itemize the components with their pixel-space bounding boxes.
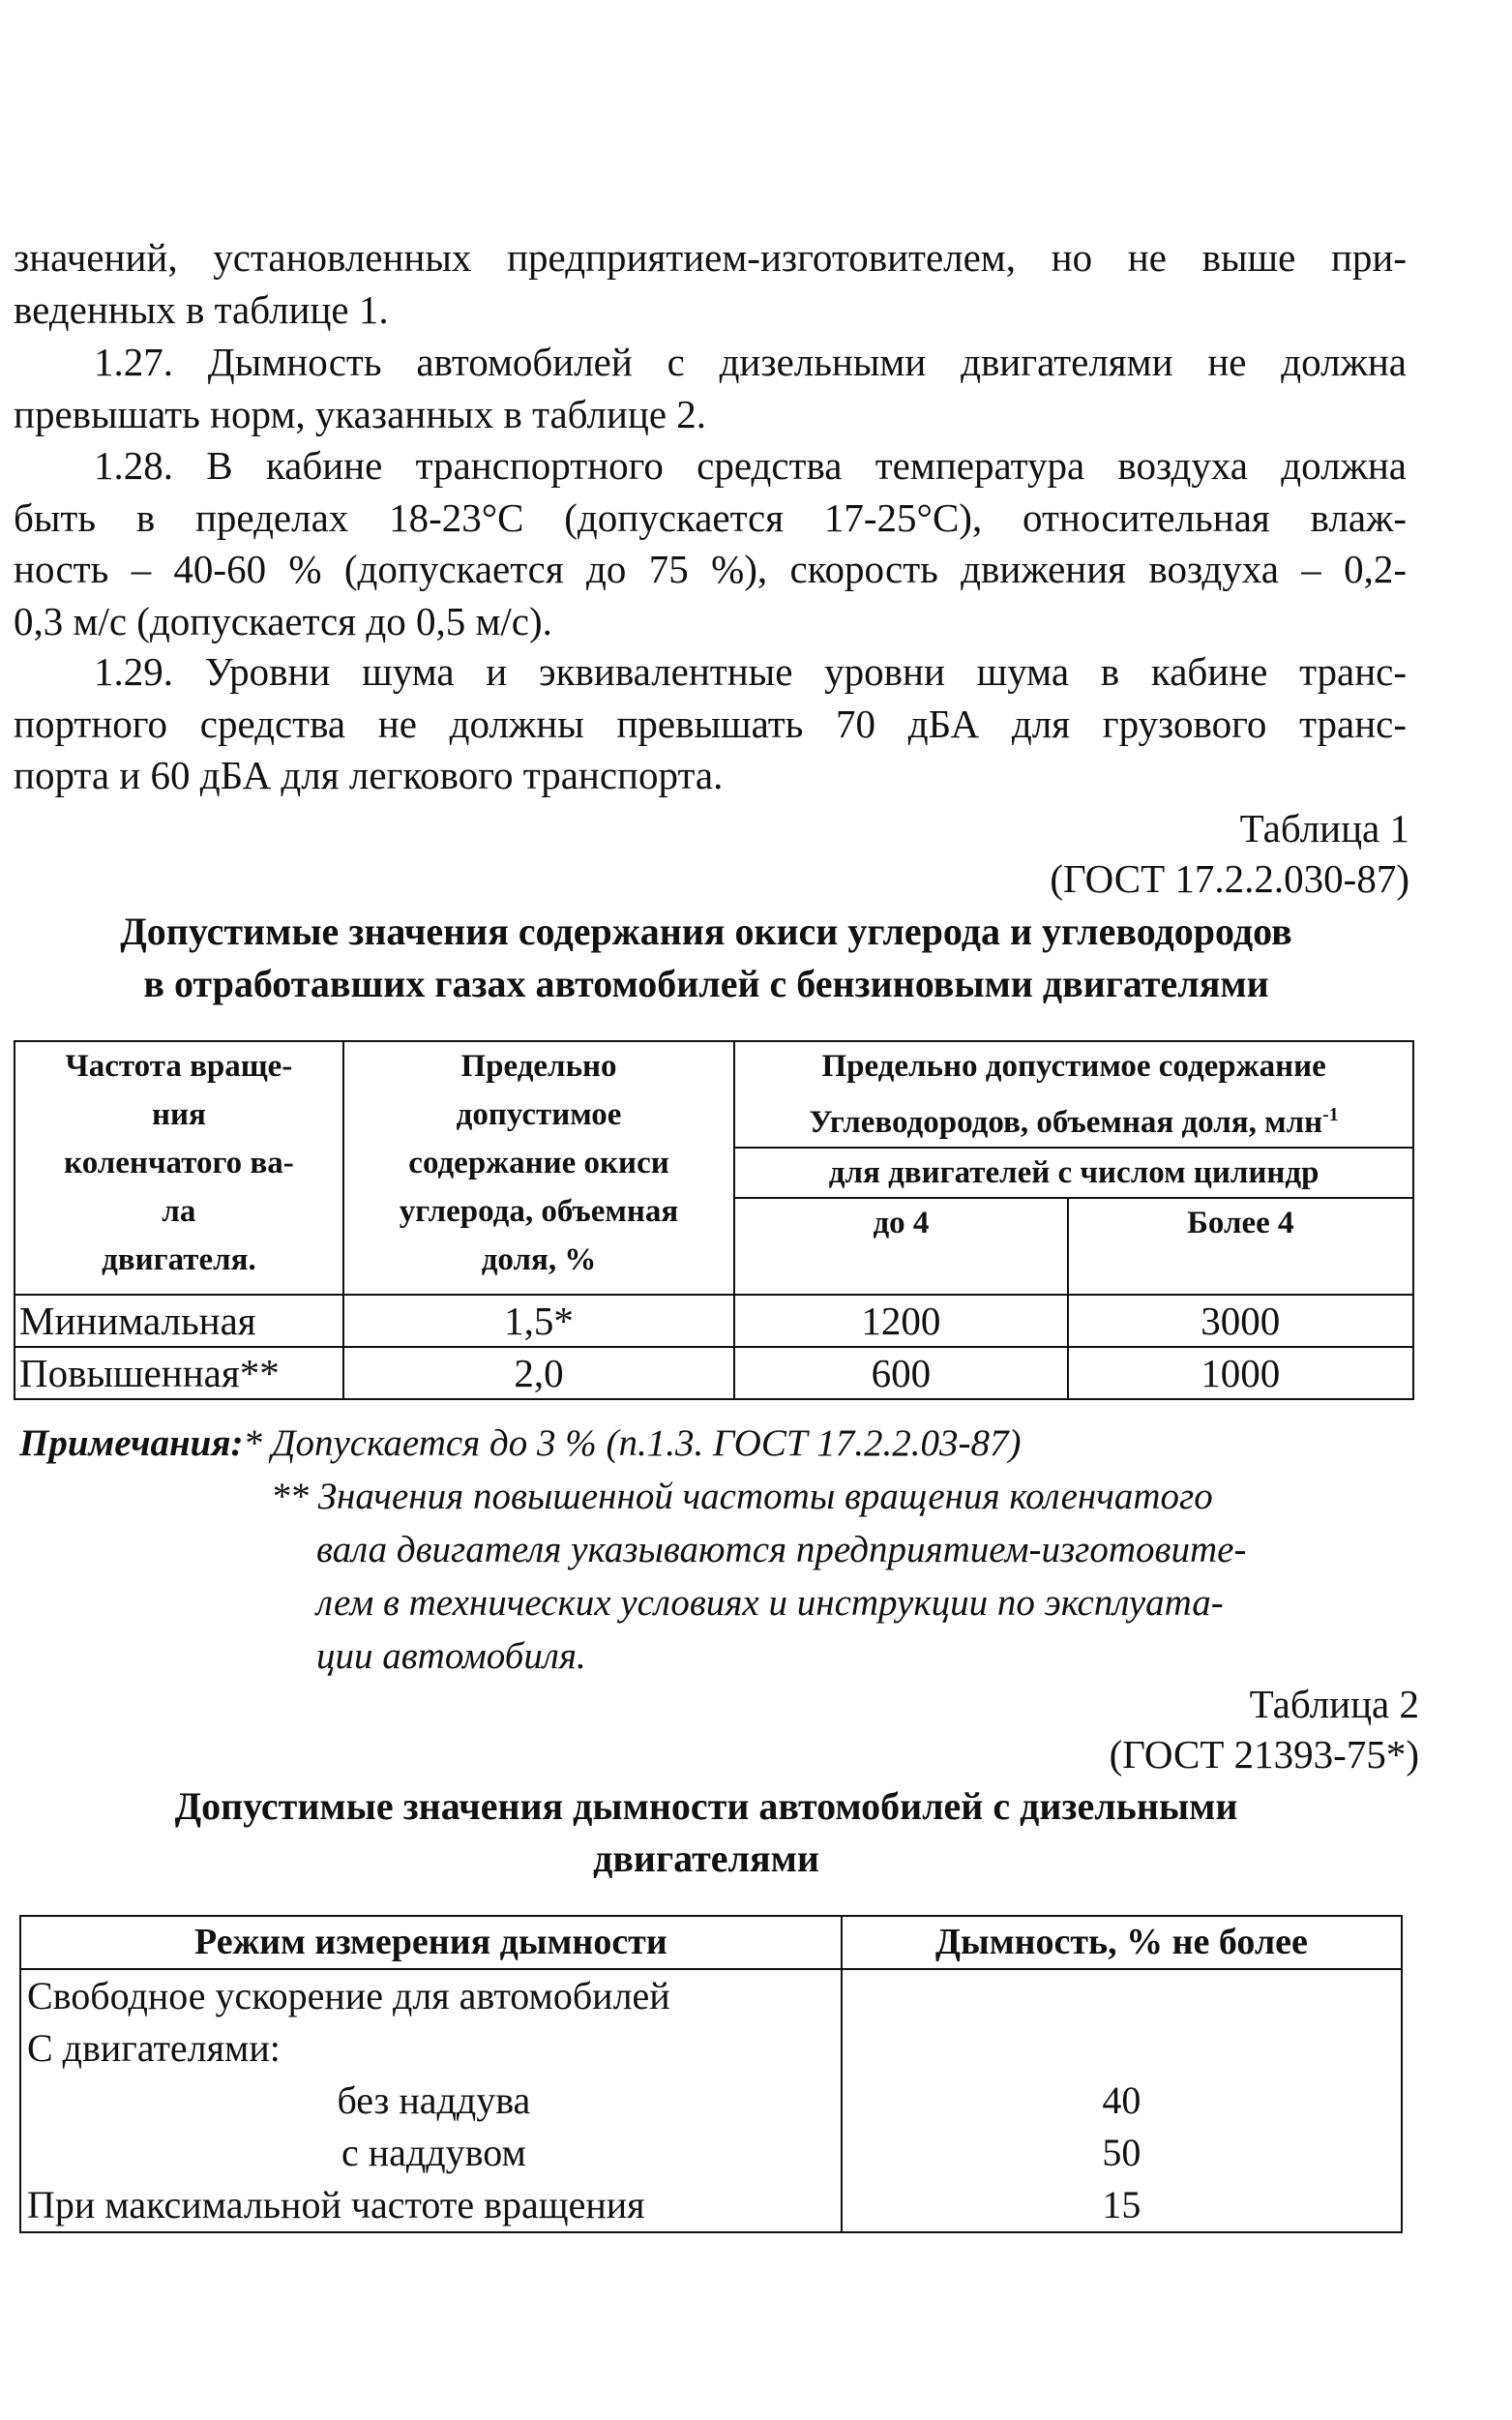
note-1: * Допускается до 3 % (п.1.3. ГОСТ 17.2.2.03-87)	[243, 1422, 1022, 1464]
table-2	[19, 1915, 1403, 2233]
note-2-line: вала двигателя указываются предприятием-изготовите-	[316, 1529, 1247, 1570]
note-2-line: ции автомобиля.	[316, 1635, 586, 1677]
text-line: порта и 60 дБА для легкового транспорта.	[14, 753, 724, 797]
header-up-to-4: до 4	[734, 1198, 1067, 1295]
note-2: ** Значения повышенной частоты вращения коленчатого	[271, 1476, 1213, 1517]
header-more-than-4: Более 4	[1068, 1198, 1413, 1295]
text-line: портного средства не должны превышать 70 дБА для грузового транс-	[14, 701, 1407, 746]
text-line: значений, установленных предприятием-изготовителем, но не выше при-	[14, 235, 1407, 280]
header-engine-speed: Частота враще- ния коленчатого ва- ла двигателя.	[15, 1041, 343, 1295]
table-2-title	[0, 1780, 1412, 1885]
paragraph-1-27	[14, 337, 1407, 440]
table-1	[14, 1040, 1414, 1400]
text-line: превышать норм, указанных в таблице 2.	[14, 391, 707, 436]
text-line: 1.29. Уровни шума и эквивалентные уровни шума в кабине транс-	[94, 649, 1407, 694]
header-mode: Режим измерения дымности	[20, 1916, 842, 1969]
table-row: Минимальная 1,5* 1200 3000	[15, 1295, 1413, 1347]
header-cylinders: для двигателей с числом цилиндр	[734, 1148, 1413, 1198]
title-line: в отработавших газах автомобилей с бензиновыми двигателями	[143, 962, 1269, 1005]
text-line: быть в пределах 18-23°С (допускается 17-25°С), относительная влаж-	[14, 494, 1407, 540]
text-line: веденных в таблице 1.	[14, 286, 389, 332]
title-line: двигателями	[593, 1837, 819, 1880]
paragraph-1-29	[14, 646, 1407, 802]
table-1-title	[0, 906, 1412, 1010]
table-1-source: (ГОСТ 17.2.2.030-87)	[1050, 856, 1409, 901]
header-hydrocarbons: Предельно допустимое содержание Углеводородов, объемная доля, млн$^{-1}$	[734, 1041, 1413, 1148]
header-co-content: Предельно допустимое содержание окиси углерода, объемная доля, %	[343, 1041, 734, 1295]
header-smoke: Дымность, % не более	[842, 1916, 1402, 1969]
note-2-line: лем в технических условиях и инструкции по эксплуата-	[316, 1582, 1224, 1624]
text-line: 1.28. В кабине транспортного средства температура воздуха должна	[94, 443, 1407, 488]
table-row: Повышенная** 2,0 600 1000	[15, 1347, 1413, 1399]
notes	[19, 1417, 1412, 1683]
notes-label: Примечания:	[19, 1422, 244, 1464]
table-2-label: Таблица 2	[1249, 1682, 1419, 1726]
table-2-source: (ГОСТ 21393-75*)	[1109, 1732, 1419, 1777]
text-line: 0,3 м/с (допускается до 0,5 м/с).	[14, 598, 552, 643]
table-1-label: Таблица 1	[1239, 806, 1409, 851]
paragraph-1	[14, 232, 1407, 336]
table-row: Свободное ускорение для автомобилей С двигателями: без наддува с наддувом При максимальной частоте вращения 40 50 15	[20, 1969, 1402, 2232]
title-line: Допустимые значения дымности автомобилей с дизельными	[174, 1784, 1238, 1828]
text-line: 1.27. Дымность автомобилей с дизельными двигателями не должна	[94, 340, 1407, 384]
paragraph-1-28	[14, 440, 1407, 647]
title-line: Допустимые значения содержания окиси углерода и углеводородов	[120, 910, 1292, 953]
text-line: ность – 40-60 % (допускается до 75 %), скорость движения воздуха – 0,2-	[14, 547, 1407, 591]
